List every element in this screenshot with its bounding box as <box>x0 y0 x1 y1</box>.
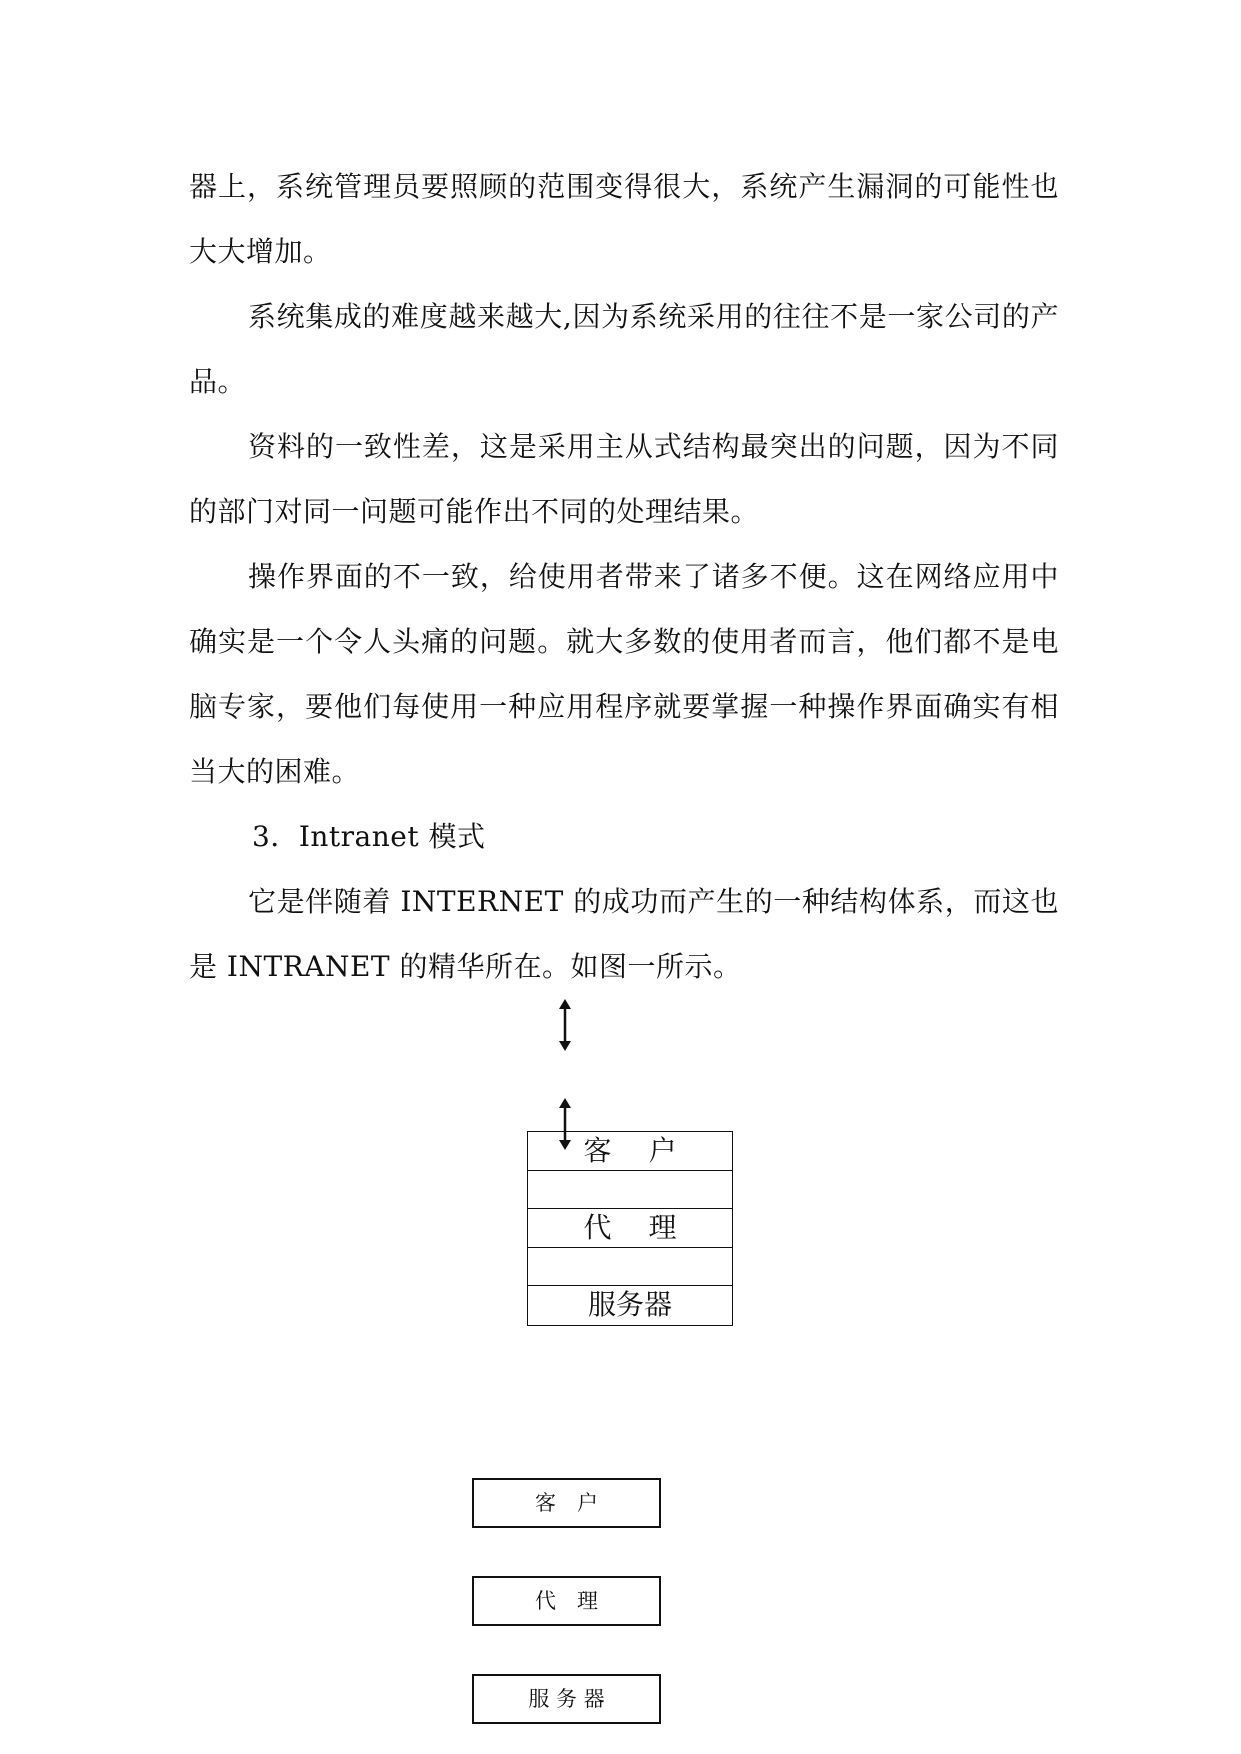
paragraph-intranet-intro: 它是伴随着 INTERNET 的成功而产生的一种结构体系，而这也是 INTRANET 的精华所在。如图一所示。 <box>189 885 1059 983</box>
stack-empty-layer <box>528 1248 732 1287</box>
body-text <box>189 154 1059 999</box>
client-box: 客 户 <box>472 1478 661 1528</box>
stack-server-layer: 服务器 <box>587 1288 672 1321</box>
paragraph-consistency: 资料的一致性差，这是采用主从式结构最突出的问题，因为不同的部门对同一问题可能作出不同的处理结果。 <box>189 430 1059 528</box>
layer-stack-diagram <box>527 1131 733 1326</box>
section-heading: 3．Intranet 模式 <box>252 820 486 853</box>
proxy-box: 代 理 <box>472 1576 661 1626</box>
double-arrow-icon <box>553 999 577 1051</box>
paragraph-interface: 操作界面的不一致，给使用者带来了诸多不便。这在网络应用中确实是一个令人头痛的问题。就大多数的使用者而言，他们都不是电脑专家，要他们每使用一种应用程序就要掌握一种操作界面确实有相当大的困难。 <box>189 560 1059 788</box>
stack-empty-layer <box>528 1171 732 1210</box>
paragraph-integration: 系统集成的难度越来越大,因为系统采用的往往不是一家公司的产品。 <box>189 300 1059 398</box>
paragraph-continued: 器上，系统管理员要照顾的范围变得很大，系统产生漏洞的可能性也大大增加。 <box>189 170 1059 268</box>
server-box: 服 务 器 <box>472 1674 661 1724</box>
stack-client-layer: 客 户 <box>528 1132 732 1171</box>
stack-proxy-layer: 代 理 <box>528 1209 732 1248</box>
